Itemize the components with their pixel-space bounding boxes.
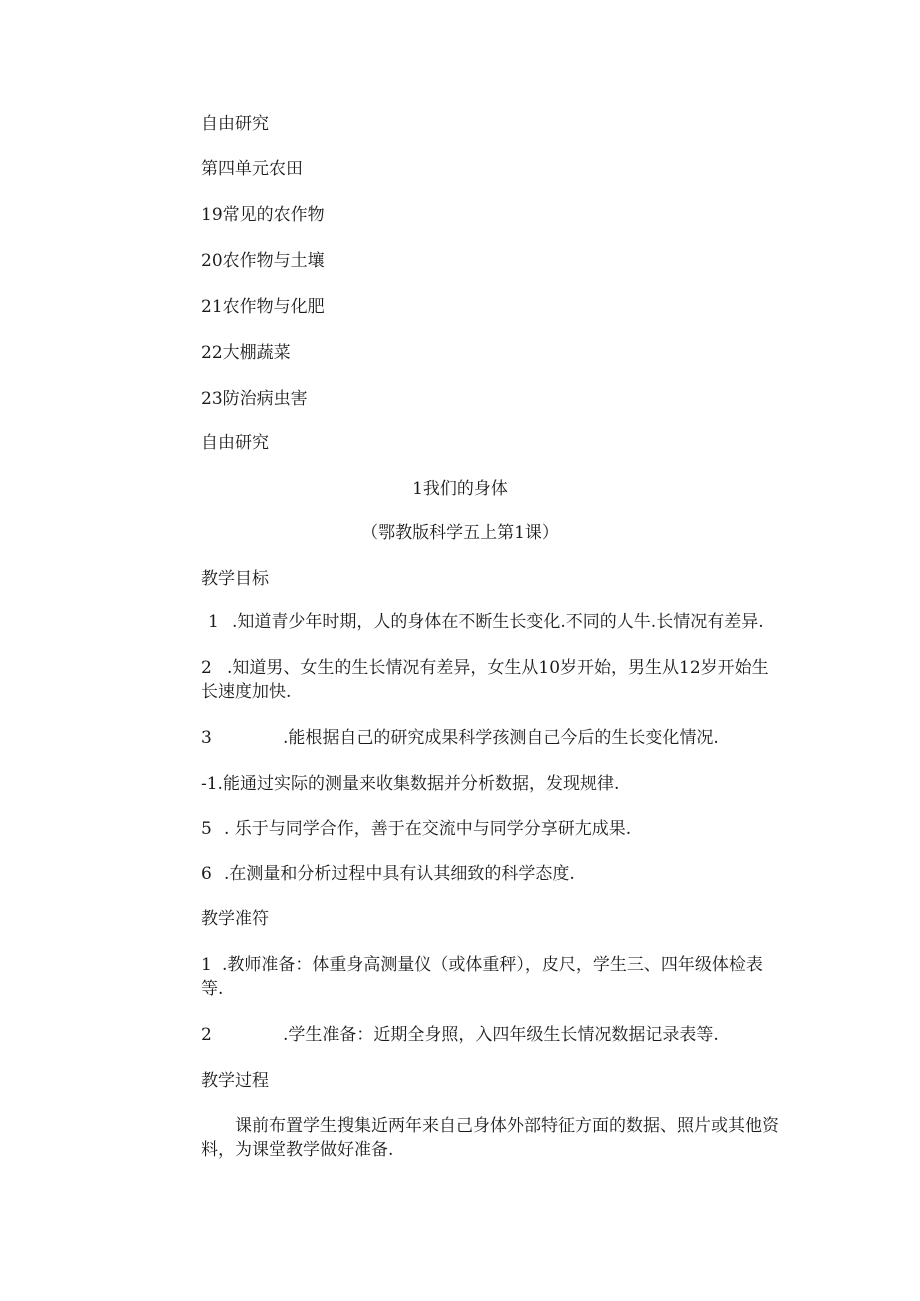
process-paragraph: 课前布置学生搜集近两年来自己身体外部特征方面的数据、照片或其他资料，为课堂教学做好准备. [201,1116,779,1160]
lesson-title: 1我们的身体 [412,479,508,499]
prep-number: 2 [201,1025,212,1045]
toc-lesson-21: 21农作物与化肥 [201,297,325,317]
goal-text: .在测量和分析过程中具有认其细致的科学态度. [224,864,575,884]
goal-text: .能根据自己的研究成果科学孩测自己今后的生长变化情况. [283,728,719,748]
prep-number: 1 [201,955,212,975]
toc-lesson-20: 20农作物与土壤 [201,251,325,271]
prep-text: .学生准备：近期全身照，入四年级生长情况数据记录表等. [283,1025,719,1045]
goal-text: . 乐于与同学合作，善于在交流中与同学分享研尢成果. [224,819,632,839]
toc-free-research-1: 自由研究 [201,114,269,134]
toc-free-research-2: 自由研究 [201,433,269,453]
toc-lesson-22: 22大棚蔬菜 [201,343,291,363]
prep-text: .教师准备：体重身高测量仪（或体重秤），皮尺，学生三、四年级体检表等. [201,955,763,999]
goal-number: 3 [201,728,212,748]
goal-text: .知道青少年时期，人的身体在不断生长变化.不同的人牛.长情况有差异. [232,612,764,632]
toc-lesson-23: 23防治病虫害 [201,389,308,409]
lesson-subtitle: （鄂教版科学五上第1课） [361,523,559,543]
toc-lesson-19: 19常见的农作物 [201,205,325,225]
goal-number: 1 [208,612,219,632]
toc-unit4-title: 第四单元农田 [201,159,303,179]
prep-heading: 教学准符 [201,909,269,929]
goal-number: 6 [201,864,212,884]
goal-number: 5 [201,819,212,839]
goals-heading: 教学目标 [201,569,269,589]
goal-number: 2 [201,658,212,678]
goal-text: .知道男、女生的生长情况有差异，女生从10岁开始，男生从12岁开始生长速度加快. [201,658,769,702]
process-heading: 教学过程 [201,1071,269,1091]
goal-text: -1.能通过实际的测量来收集数据并分析数据，发现规律. [201,774,620,794]
